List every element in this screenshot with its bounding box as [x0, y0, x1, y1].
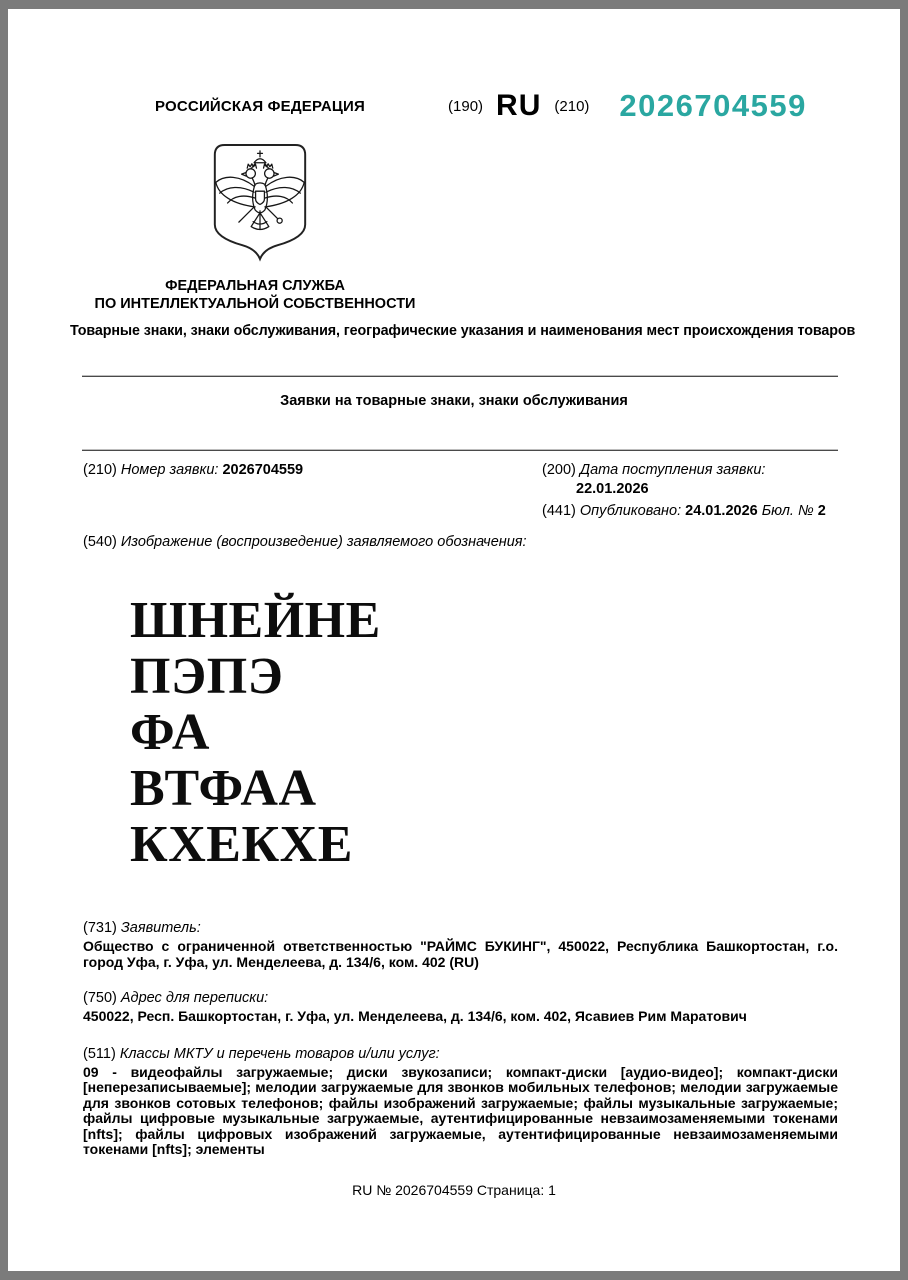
- divider-bottom: [82, 449, 838, 451]
- office-line-2: ПО ИНТЕЛЛЕКТУАЛЬНОЙ СОБСТВЕННОСТИ: [94, 296, 416, 312]
- published-date-value: 24.01.2026: [685, 503, 758, 519]
- field-dates-column: [542, 462, 838, 520]
- document-page: [8, 9, 900, 1271]
- applicant-label-line: [83, 920, 838, 936]
- filing-date-value: 22.01.2026: [576, 481, 649, 497]
- page-footer: RU № 2026704559 Страница: 1: [352, 1181, 556, 1198]
- office-line-1: ФЕДЕРАЛЬНАЯ СЛУЖБА: [165, 278, 345, 294]
- mark-line: ВТФАА: [130, 760, 317, 817]
- mark-image-label: Изображение (воспроизведение) заявляемого обозначения:: [120, 534, 527, 550]
- divider-top: [82, 375, 838, 377]
- mark-line: ШНЕЙНЕ: [130, 592, 381, 649]
- application-number-label: Номер заявки:: [120, 462, 219, 478]
- field-applicant: [83, 920, 838, 970]
- mark-line: КХЕКХЕ: [130, 816, 353, 873]
- classes-label-line: [83, 1046, 838, 1062]
- field-nice-classes: [83, 1046, 838, 1158]
- inid-code-200: (200): [542, 462, 576, 478]
- field-filing-date: [542, 462, 838, 479]
- issuing-office: [70, 277, 440, 313]
- field-mark-image-caption: [83, 534, 838, 550]
- application-number-value: 2026704559: [222, 462, 304, 478]
- trademark-wordmark-image: [130, 593, 838, 873]
- classes-label: Классы МКТУ и перечень товаров и/или услуг:: [119, 1045, 440, 1062]
- classes-value: 09 - видеофайлы загружаемые; диски звукозаписи; компакт-диски [аудио-видео]; компакт-диски [неперезаписываемые]; мелодии загружаемые для звонков мобильных телефонов; мелодии загружаемые для звонков сотовых телефонов; файлы изображений загружаемые; файлы музыкальные загружаемые; файлы цифровые музыкальные загружаемые, аутентифицированные невзаимозаменяемыми токенами [nfts]; файлы цифровых изображений загружаемые, аутентифицированные невзаимозаменяемыми токенами [nfts]; элементы: [83, 1063, 838, 1157]
- inid-code-731: (731): [83, 920, 117, 936]
- field-correspondence-address: [83, 990, 838, 1025]
- inid-code-540: (540): [83, 534, 117, 550]
- inid-code-441: (441): [542, 503, 576, 519]
- publication-subtitle: Товарные знаки, знаки обслуживания, географические указания и наименования мест происхождения товаров: [70, 323, 856, 339]
- filing-date-label: Дата поступления заявки:: [579, 462, 766, 478]
- inid-code-210: (210): [83, 462, 117, 478]
- country-code: RU: [496, 89, 542, 122]
- inid-code-210-header: (210): [554, 97, 590, 115]
- document-header: [70, 90, 838, 122]
- mark-line: ФА: [130, 704, 210, 761]
- application-number-header: 2026704559: [619, 88, 807, 123]
- applicant-value: Общество с ограниченной ответственностью "РАЙМС БУКИНГ", 450022, Республика Башкортостан, г.о. город Уфа, г. Уфа, ул. Менделеева, д. 134/6, ком. 402 (RU): [83, 938, 838, 970]
- bulletin-label: Бюл. №: [761, 503, 814, 519]
- russia-coat-of-arms-emblem: [205, 142, 315, 262]
- inid-code-750: (750): [83, 990, 117, 1006]
- inid-code-511: (511): [83, 1045, 116, 1062]
- section-title: Заявки на товарные знаки, знаки обслуживания: [280, 393, 628, 409]
- field-published: [542, 503, 838, 520]
- mark-line: ПЭПЭ: [130, 648, 284, 705]
- country-name: РОССИЙСКАЯ ФЕДЕРАЦИЯ: [155, 97, 366, 115]
- bulletin-number: 2: [817, 503, 826, 519]
- inid-code-190: (190): [448, 97, 484, 115]
- double-headed-eagle-icon: [205, 142, 315, 262]
- correspondence-value: 450022, Респ. Башкортостан, г. Уфа, ул. Менделеева, д. 134/6, ком. 402, Ясавиев Рим Маратович: [83, 1008, 747, 1024]
- published-label: Опубликовано:: [579, 503, 682, 519]
- field-application-number: [83, 462, 542, 520]
- correspondence-label: Адрес для переписки:: [120, 990, 269, 1006]
- applicant-label: Заявитель:: [120, 920, 201, 936]
- correspondence-label-line: [83, 990, 838, 1006]
- bibliographic-fields: [83, 462, 838, 520]
